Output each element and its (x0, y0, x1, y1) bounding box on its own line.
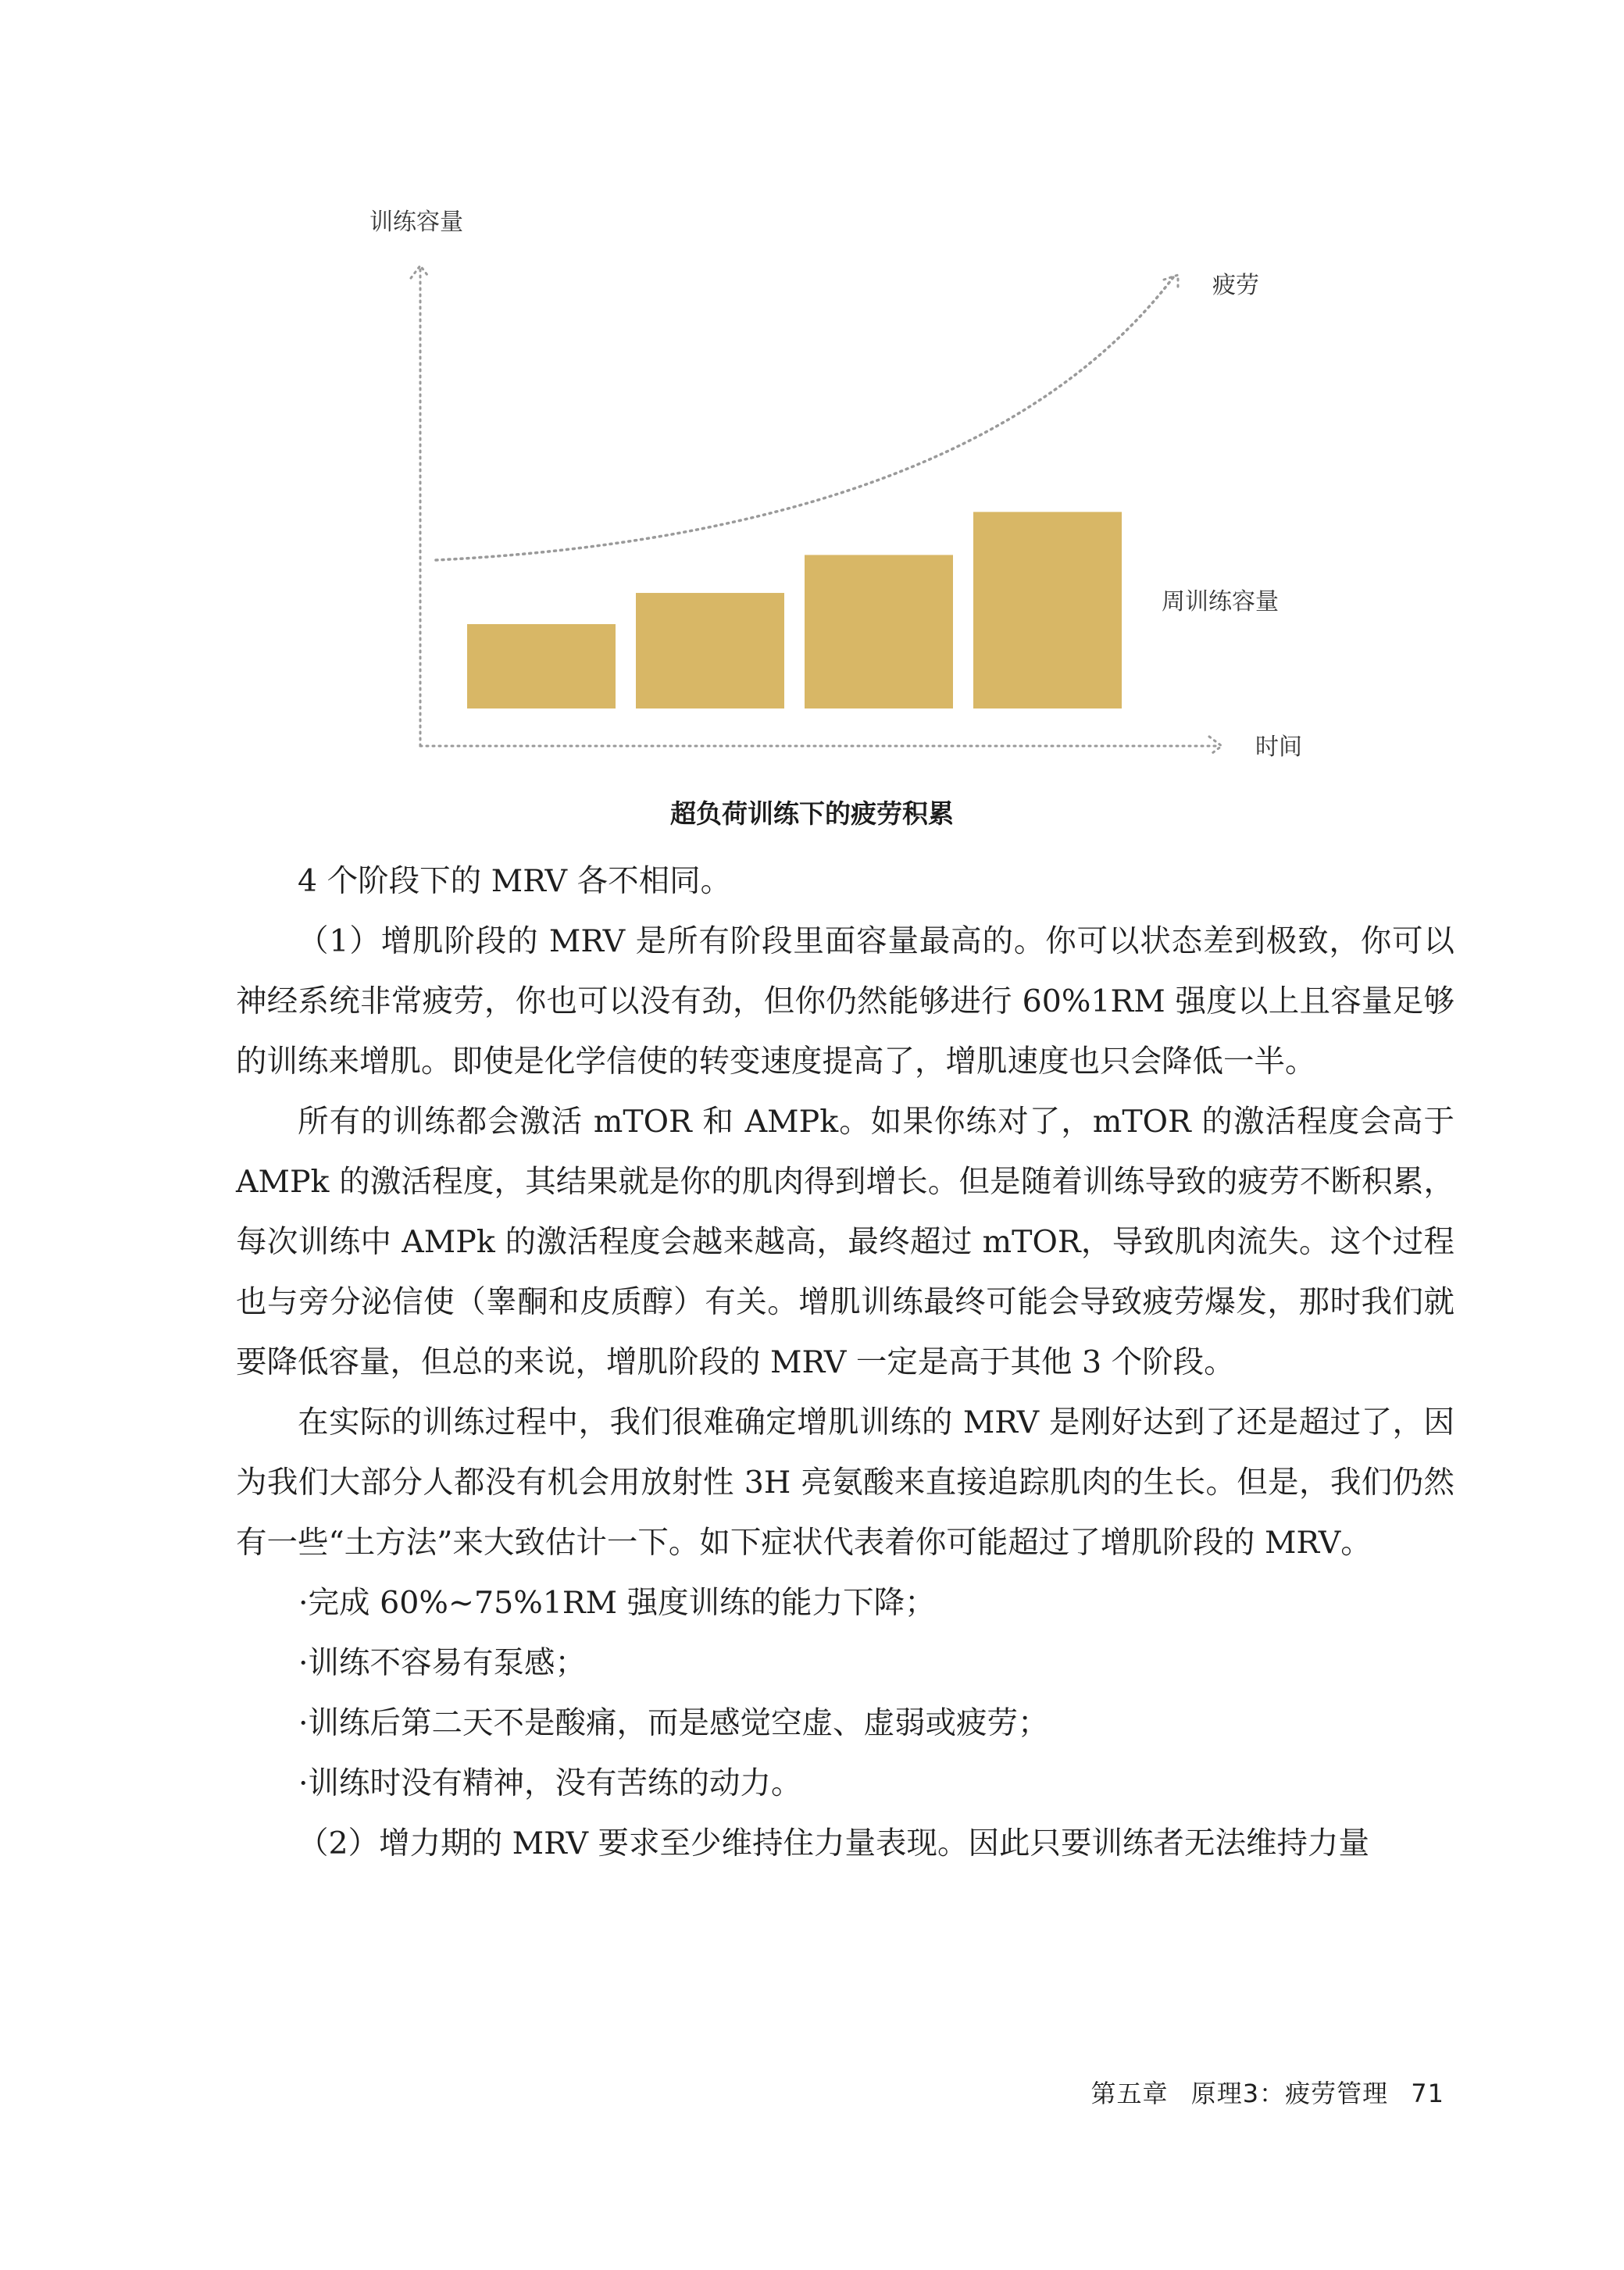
paragraph: （1）增肌阶段的 MRV 是所有阶段里面容量最高的。你可以状态差到极致，你可以神经系统非常疲劳，你也可以没有劲，但你仍然能够进行 60%1RM 强度以上且容量足够的训练来增肌。即使是化学信使的转变速度提高了，增肌速度也只会降低一半。 (236, 923, 1454, 1080)
volume-bar-3 (805, 555, 953, 708)
volume-bar-4 (973, 512, 1122, 708)
paragraph: 4 个阶段下的 MRV 各不相同。 (298, 863, 732, 899)
y-axis-label: 训练容量 (369, 209, 463, 236)
footer-section: 原理3：疲劳管理 (1190, 2079, 1389, 2108)
bullet-item: ·训练后第二天不是酸痛，而是感觉空虚、虚弱或疲劳； (298, 1705, 1049, 1741)
x-axis-label: 时间 (1255, 733, 1302, 761)
bars-label: 周训练容量 (1162, 588, 1279, 616)
bullet-item: ·训练时没有精神，没有苦练的动力。 (298, 1765, 802, 1801)
volume-bar-2 (636, 593, 784, 708)
volume-bar-1 (467, 624, 616, 708)
footer-chapter: 第五章 (1090, 2079, 1169, 2108)
paragraph: （2）增力期的 MRV 要求至少维持住力量表现。因此只要训练者无法维持力量 (298, 1826, 1370, 1861)
paragraph: 所有的训练都会激活 mTOR 和 AMPk。如果你练对了，mTOR 的激活程度会高于 AMPk 的激活程度，其结果就是你的肌肉得到增长。但是随着训练导致的疲劳不断积累，每次训练中 AMPk 的激活程度会越来越高，最终超过 mTOR，导致肌肉流失。这个过程也与旁分泌信使（睾酮和皮质醇）有关。增肌训练最终可能会导致疲劳爆发，那时我们就要降低容量，但总的来说，增肌阶段的 MRV 一定是高于其他 3 个阶段。 (236, 1104, 1454, 1380)
figure-caption: 超负荷训练下的疲劳积累 (670, 798, 954, 829)
fatigue-chart (0, 0, 1624, 875)
body-text (236, 851, 1454, 1874)
volume-bars (467, 512, 1122, 708)
bullet-item: ·训练不容易有泵感； (298, 1645, 587, 1681)
bullet-item: ·完成 60%~75%1RM 强度训练的能力下降； (298, 1585, 936, 1621)
curve-label: 疲劳 (1212, 272, 1259, 299)
paragraph: 在实际的训练过程中，我们很难确定增肌训练的 MRV 是刚好达到了还是超过了，因为我们大部分人都没有机会用放射性 3H 亮氨酸来直接追踪肌肉的生长。但是，我们仍然有一些“土方法”来大致估计一下。如下症状代表着你可能超过了增肌阶段的 MRV。 (236, 1404, 1454, 1561)
page-number: 71 (1411, 2079, 1444, 2108)
page-footer (1077, 2074, 1444, 2110)
